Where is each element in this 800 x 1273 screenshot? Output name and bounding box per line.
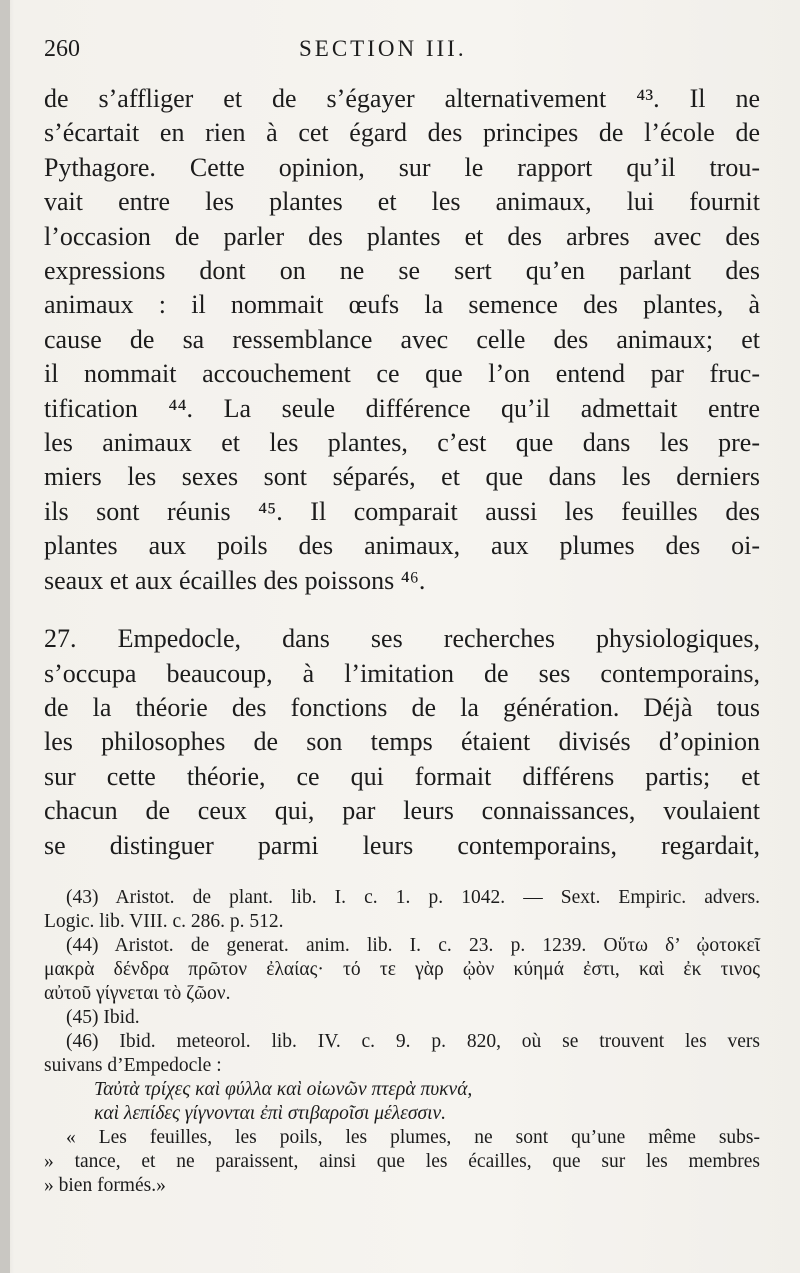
- footnote-44-greek: μακρὰ δένδρα πρῶτον ἐλαίας· τό τε γὰρ ᾠὸν κύημά ἐστι, καὶ ἐκ τινος: [44, 959, 760, 980]
- greek-verse-2: καὶ λεπίδες γίγνονται ἐπὶ στιβαροῖσι μέλεσσιν.: [94, 1103, 447, 1124]
- page-number: 260: [44, 36, 80, 62]
- section-27-first-line: 27. Empedocle, dans ses recherches physiologiques,: [44, 624, 760, 654]
- text-line: de s’affliger et de s’égayer alternativement ⁴³. Il ne: [44, 84, 760, 113]
- running-title: SECTION III.: [299, 36, 467, 61]
- footnote-43-cont: Logic. lib. VIII. c. 286. p. 512.: [44, 911, 284, 932]
- footnote-46: (46) Ibid. meteorol. lib. IV. c. 9. p. 820, où se trouvent les vers: [66, 1031, 760, 1052]
- text-line: les philosophes de son temps étaient divisés d’opinion: [44, 727, 760, 757]
- text-line: tification ⁴⁴. La seule différence qu’il admettait entre: [44, 393, 760, 423]
- text-line: plantes aux poils des animaux, aux plumes des oi-: [44, 531, 760, 561]
- text-line: s’écartait en rien à cet égard des principes de l’école de: [44, 118, 760, 148]
- running-header: [44, 36, 760, 70]
- text-line: seaux et aux écailles des poissons ⁴⁶.: [44, 565, 426, 595]
- text-line: expressions dont on ne se sert qu’en parlant des: [44, 256, 760, 286]
- paragraph-1: [44, 82, 760, 598]
- text-line: ils sont réunis ⁴⁵. Il comparait aussi les feuilles des: [44, 496, 760, 526]
- paragraph-27: [44, 622, 760, 863]
- text-line: chacun de ceux qui, par leurs connaissances, voulaient: [44, 796, 760, 826]
- text-line: les animaux et les plantes, c’est que dans les pre-: [44, 428, 760, 458]
- text-line: vait entre les plantes et les animaux, lui fournit: [44, 187, 760, 217]
- text-line: miers les sexes sont séparés, et que dans les derniers: [44, 462, 760, 492]
- greek-verse-1: Ταὐτὰ τρίχες καὶ φύλλα καὶ οἰωνῶν πτερὰ πυκνά,: [94, 1079, 473, 1100]
- translation-quote-cont: » tance, et ne paraissent, ainsi que les écailles, que sur les membres: [44, 1151, 760, 1172]
- page-edge: [0, 0, 10, 1273]
- translation-quote: « Les feuilles, les poils, les plumes, ne sont qu’une même subs-: [66, 1127, 760, 1148]
- text-line: se distinguer parmi leurs contemporains, regardait,: [44, 830, 760, 860]
- footnote-44-greek-end: αὐτοῦ γίγνεται τὸ ζῶον.: [44, 983, 231, 1004]
- footnote-45: (45) Ibid.: [66, 1007, 140, 1028]
- footnote-46-cont: suivans d’Empedocle :: [44, 1055, 222, 1076]
- text-line: il nommait accouchement ce que l’on entend par fruc-: [44, 359, 760, 389]
- text-line: cause de sa ressemblance avec celle des animaux; et: [44, 324, 760, 354]
- text-line: de la théorie des fonctions de la génération. Déjà tous: [44, 692, 760, 722]
- main-text: [44, 82, 760, 863]
- translation-quote-end: » bien formés.»: [44, 1175, 166, 1196]
- text-line: s’occupa beaucoup, à l’imitation de ses contemporains,: [44, 658, 760, 688]
- text-line: animaux : il nommait œufs la semence des plantes, à: [44, 290, 760, 320]
- footnote-44: (44) Aristot. de generat. anim. lib. I. c. 23. p. 1239. Οὕτω δ’ ᾠοτοκεῖ: [66, 935, 760, 956]
- text-line: Pythagore. Cette opinion, sur le rapport qu’il trou-: [44, 152, 760, 182]
- text-line: l’occasion de parler des plantes et des arbres avec des: [44, 221, 760, 251]
- footnotes: [44, 886, 760, 1198]
- footnote-43: (43) Aristot. de plant. lib. I. c. 1. p. 1042. — Sext. Empiric. advers.: [66, 887, 760, 908]
- text-line: sur cette théorie, ce qui formait différens partis; et: [44, 761, 760, 791]
